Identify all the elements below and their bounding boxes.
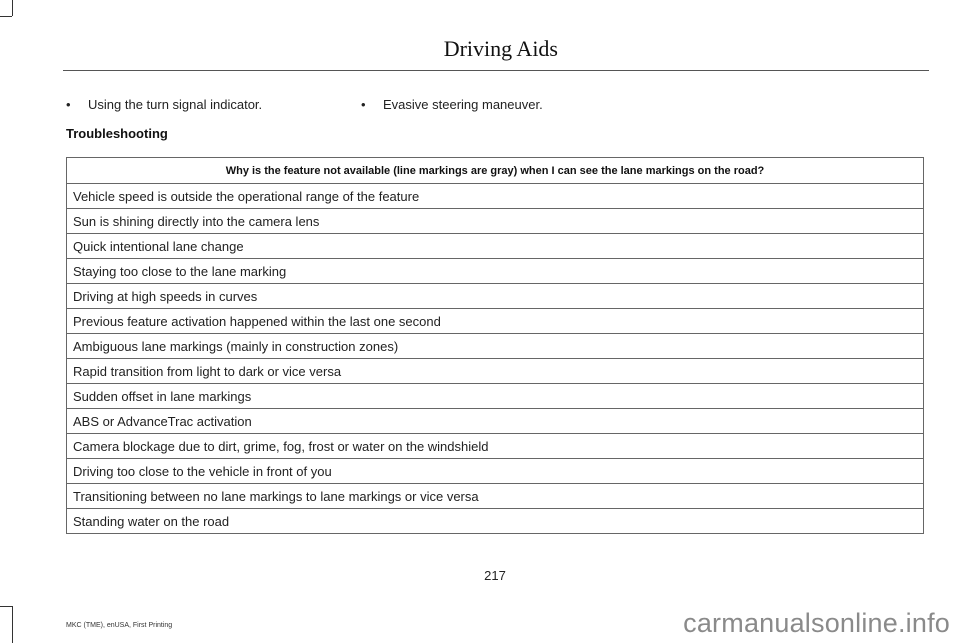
table-cell: Previous feature activation happened within the last one second xyxy=(67,309,924,334)
table-cell: Camera blockage due to dirt, grime, fog, frost or water on the windshield xyxy=(67,434,924,459)
watermark-logo: carmanualsonline.info xyxy=(683,608,950,638)
troubleshooting-table xyxy=(66,157,924,534)
bullet-symbol: • xyxy=(361,97,366,112)
table-row xyxy=(67,359,924,384)
table-cell: ABS or AdvanceTrac activation xyxy=(67,409,924,434)
table-row xyxy=(67,259,924,284)
page-header-title: Driving Aids xyxy=(443,36,558,61)
table-cell: Staying too close to the lane marking xyxy=(67,259,924,284)
table-cell: Sun is shining directly into the camera lens xyxy=(67,209,924,234)
table-row xyxy=(67,284,924,309)
table-row xyxy=(67,309,924,334)
header-divider xyxy=(63,70,929,71)
table-row xyxy=(67,384,924,409)
table-cell: Vehicle speed is outside the operational range of the feature xyxy=(67,184,924,209)
table-cell: Driving at high speeds in curves xyxy=(67,284,924,309)
table-cell: Quick intentional lane change xyxy=(67,234,924,259)
table-row xyxy=(67,409,924,434)
table-row xyxy=(67,184,924,209)
table-row xyxy=(67,484,924,509)
footer-edition-text: MKC (TME), enUSA, First Printing xyxy=(66,622,173,629)
table-row xyxy=(67,459,924,484)
table-cell: Driving too close to the vehicle in front of you xyxy=(67,459,924,484)
bullet-symbol: • xyxy=(66,97,71,112)
table-cell: Standing water on the road xyxy=(67,509,924,534)
table-row xyxy=(67,434,924,459)
section-heading-troubleshooting: Troubleshooting xyxy=(66,126,168,141)
table-header-row xyxy=(67,158,924,184)
crop-mark-top-horizontal xyxy=(0,16,12,17)
table-cell: Ambiguous lane markings (mainly in construction zones) xyxy=(67,334,924,359)
table-header-cell: Why is the feature not available (line markings are gray) when I can see the lane markings on the road? xyxy=(67,158,924,184)
table-cell: Rapid transition from light to dark or vice versa xyxy=(67,359,924,384)
bullet-text: Using the turn signal indicator. xyxy=(88,97,263,112)
table-row xyxy=(67,509,924,534)
bullet-item-evasive-steering xyxy=(361,97,543,112)
table-row xyxy=(67,209,924,234)
page-number: 217 xyxy=(484,568,506,583)
crop-mark-bottom-vertical xyxy=(12,606,13,643)
crop-mark-top-vertical xyxy=(12,0,13,16)
table-row xyxy=(67,234,924,259)
bullet-item-turn-signal xyxy=(66,97,262,112)
bullet-text: Evasive steering maneuver. xyxy=(383,97,543,112)
table-cell: Transitioning between no lane markings to lane markings or vice versa xyxy=(67,484,924,509)
crop-mark-bottom-horizontal xyxy=(0,606,12,607)
table-row xyxy=(67,334,924,359)
table-cell: Sudden offset in lane markings xyxy=(67,384,924,409)
